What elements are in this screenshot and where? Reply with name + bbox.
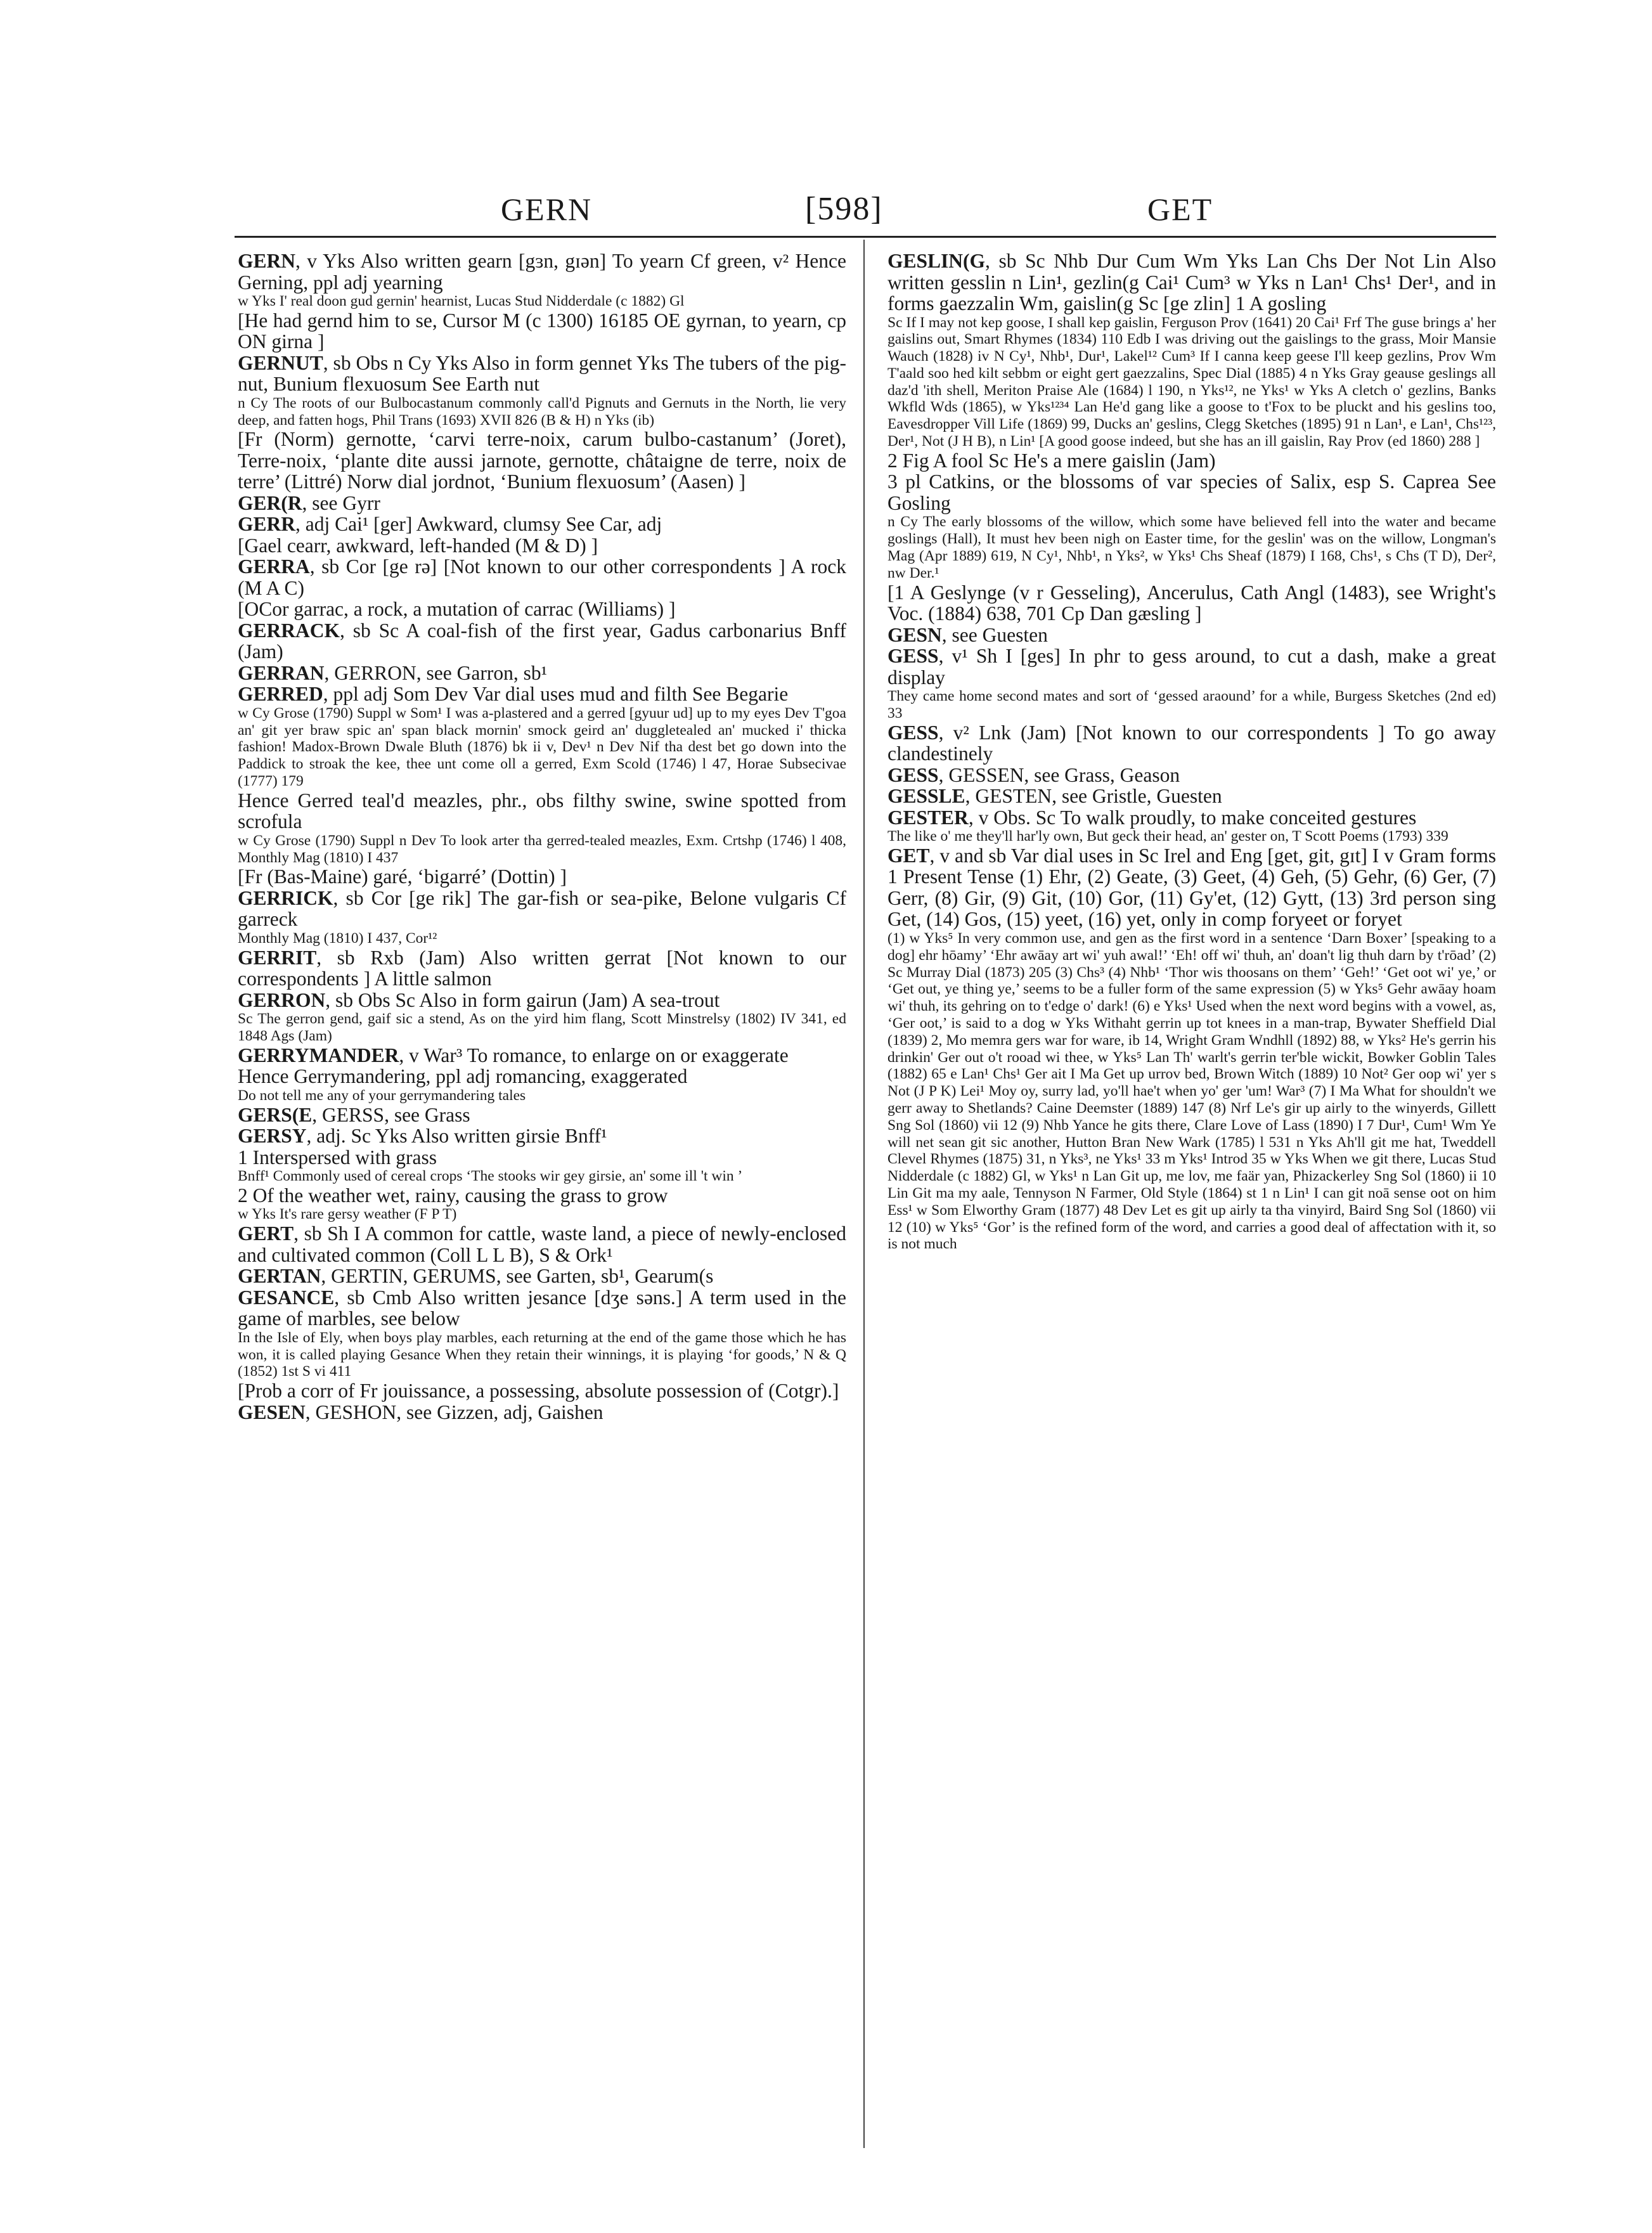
right-guide-word: GET: [1147, 191, 1213, 227]
entry-paragraph: GESN, see Guesten: [887, 623, 1048, 646]
headword: GESLIN(G: [887, 250, 986, 272]
entry-paragraph: GESS, v¹ Sh I [ges] In phr to gess around, to cut a dash, make a great display: [887, 645, 1496, 689]
citation-block: They came home second mates and sort of ‘gessed araound’ for a while, Burgess Sketches (2nd ed) 33: [887, 688, 1496, 722]
citation-block: Sc If I may not kep goose, I shall kep gaislin, Ferguson Prov (1641) 20 Cai¹ Frf The guse brings a' her gaislins out, Smart Rhymes (1834) 110 Edb I was driving out the gaislings to the grass, Moir Mansie Wauch (1828) iv N Cy¹, Nhb¹, Dur¹, Lakel¹² Cum³ If I canna keep geese I'll keep gezlins, Prov Wm T'aald soo hed kilt sebbm or eight gert gaezzalins, Spec Dial (1885) 4 n Yks Gray geause geslings all daz'd 'ith shell, Meriton Praise Ale (1684) l 190, n Yks¹², ne Yks¹ w Yks A cletch o' gezlins, Banks Wkfld Wds (1865), w Yks¹²³⁴ Lan He'd gang like a goose to t'Fox to be pluckt and his geslins too, Eavesdropper Vill Life (1869) 99, Ducks an' geslins, Clegg Sketches (1895) 91 n Lan¹, e Lan¹, Chs¹²³, Der¹, Not (J H B), n Lin¹ [A good goose indeed, but she has an ill gaislin, Ray Prov (ed 1860) 288 ]: [887, 314, 1496, 450]
entry-paragraph: GERRYMANDER, v War³ To romance, to enlarge on or exaggerate: [238, 1044, 789, 1066]
headword: GESEN: [238, 1401, 306, 1423]
entry-paragraph: GERRIT, sb Rxb (Jam) Also written gerrat [Not known to our correspondents ] A little salmon: [238, 946, 846, 990]
citation-block: w Yks I' real doon gud gernin' hearnist, Lucas Stud Nidderdale (c 1882) Gl: [238, 293, 685, 309]
headword: GERRA: [238, 555, 310, 578]
citation-block: w Cy Grose (1790) Suppl n Dev To look arter tha gerred-tealed meazles, Exm. Crtshp (1746) l 408, Monthly Mag (1810) I 437: [238, 832, 846, 866]
headword: GERS(E: [238, 1103, 313, 1126]
citation-block: The like o' me they'll har'ly own, But geck their head, an' gester on, T Scott Poems (1793) 339: [887, 828, 1449, 845]
entry-paragraph: GESS, GESSEN, see Grass, Geason: [887, 763, 1180, 786]
headword: GESS: [887, 645, 939, 668]
entry-paragraph: GESSLE, GESTEN, see Gristle, Guesten: [887, 785, 1222, 808]
entry-paragraph: GESS, v² Lnk (Jam) [Not known to our correspondents ] To go away clandestinely: [887, 721, 1496, 765]
entry-paragraph: [Prob a corr of Fr jouissance, a possessing, absolute possession of (Cotgr).]: [238, 1380, 839, 1402]
headword: GESSLE: [887, 785, 965, 808]
citation-block: w Yks It's rare gersy weather (F P T): [238, 1206, 457, 1223]
entry-paragraph: [1 A Geslynge (v r Gesseling), Ancerulus, Cath Angl (1483), see Wright's Voc. (1884) 638, 701 Cp Dan gæsling ]: [887, 581, 1496, 625]
citation-block: (1) w Yks⁵ In very common use, and gen as the first word in a sentence ‘Darn Boxer’ [speaking to a dog] ehr hōamy’ ‘Ehr awāay art wi' yuh awal!’ ‘Eh! off wi' thuh, an' doan't lig thuh darn by t'rōad’ (2) Sc Murray Dial (1873) 205 (3) Chs³ (4) Nhb¹ ‘Thor wis thoosans on them’ ‘Geh!’ ‘Get oot wi' ye,’ or ‘Get out, ye thing ye,’ seems to be a fuller form of the same expression (5) w Yks⁵ Gehr awāay hoam wi' thuh, its gehring on to t'edge o' dark! (6) e Yks¹ Used when the next word begins with a vowel, as, ‘Ger oot,’ is said to a dog w Yks Withaht gerrin up tot knees in a man-trap, Bywater Sheffield Dial (1839) 2, Mo memra gers war for ware, ib 14, Wright Gram Wndhll (1892) 88, w Yks² He's gerrin his drinkin' Ger out o't rooad wi thee, w Yks⁵ Lan Th' warlt's gerrin ter'ble wickit, Bowker Goblin Tales (1882) 65 e Lan¹ Chs¹ Ger ait I Ma Get up urrov bed, Brown Witch (1889) 10 Not² Ger oop wi' yer s Not (J P K) Lei¹ Moy oy, surry lad, yo'll hae't when yo' ger 'um! War³ (7) I Ma What for shouldn't we gerr away to Shetlands? Caine Deemster (1889) 147 (8) Nrf Le's gir up airly to the winyerds, Gillett Sng Sol (1860) vii 12 (9) Nhb Yance he gits there, Clare Love of Lass (1890) I 7 Dur¹, Cum¹ Wm Ye will net sean git sic another, Hutton Bran New Wark (1785) l 531 n Yks Ah'll git me hat, Tweddell Clevel Rhymes (1875) 31, n Yks³, ne Yks¹ 33 m Yks¹ Introd 35 w Yks When we git there, Lucas Stud Nidderdale (c 1882) Gl, w Yks¹ n Lan Git up, me lov, me faär yan, Phizackerley Sng Sol (1860) ii 10 Lin Git ma my aale, Tennyson N Farmer, Old Style (1864) st 1 n Lin¹ I can git noā sense oot on him Ess¹ w Som Elworthy Gram (1877) 48 Dev Let es git up airly ta tha vinyird, Baird Sng Sol (1860) vii 12 (10) w Yks⁵ ‘Gor’ is the refined form of the word, and carries a good deal of affectation with it, so is not much: [887, 929, 1496, 1253]
entry-paragraph: GER(R, see Gyrr: [238, 491, 380, 514]
entry-paragraph: [Gael cearr, awkward, left-handed (M & D) ]: [238, 534, 598, 557]
headword: GERRIT: [238, 946, 317, 969]
running-head: [235, 190, 1496, 241]
citation-block: Bnff¹ Commonly used of cereal crops ‘The stooks wir gey girsie, an' some ill 't win ’: [238, 1168, 743, 1185]
entry-paragraph: GERRACK, sb Sc A coal-fish of the first year, Gadus carbonarius Bnff (Jam): [238, 619, 846, 663]
headword: GESANCE: [238, 1286, 335, 1309]
headword: GET: [887, 844, 930, 867]
citation-block: w Cy Grose (1790) Suppl w Som¹ I was a-plastered and a gerred [gyuur ud] up to my eyes Dev T'goa an' git yer braw spic an' span black mornin' smock geird an' duggletealed an' mucked i' thicka fashion! Madox-Brown Dwale Bluth (1876) bk ii v, Dev¹ n Dev Nif tha dest bet go down into the Paddick to stroak the kee, thee unt come oll a gerred, Exm Scold (1746) l 47, Horae Subsecivae (1777) 179: [238, 704, 846, 790]
entry-paragraph: 3 pl Catkins, or the blossoms of var species of Salix, esp S. Caprea See Gosling: [887, 470, 1496, 514]
headword: GERT: [238, 1222, 294, 1245]
entry-paragraph: GERRON, sb Obs Sc Also in form gairun (Jam) A sea-trout: [238, 988, 720, 1011]
headword: GERRYMANDER: [238, 1044, 399, 1066]
entry-paragraph: GESTER, v Obs. Sc To walk proudly, to make conceited gestures: [887, 806, 1417, 829]
entry-paragraph: 2 Of the weather wet, rainy, causing the grass to grow: [238, 1184, 668, 1207]
headword: GERN: [238, 250, 296, 272]
entry-paragraph: 1 Interspersed with grass: [238, 1146, 437, 1168]
headword: GERTAN: [238, 1265, 321, 1288]
entry-paragraph: [OCor garrac, a rock, a mutation of carrac (Williams) ]: [238, 598, 676, 621]
headword: GERR: [238, 513, 296, 536]
citation-block: Do not tell me any of your gerrymandering tales: [238, 1087, 526, 1104]
left-guide-word: GERN: [501, 191, 593, 227]
entry-paragraph: GERR, adj Cai¹ [ger] Awkward, clumsy See Car, adj: [238, 513, 662, 536]
column-divider: [863, 240, 865, 2148]
headword: GERRED: [238, 683, 323, 706]
entry-paragraph: GERT, sb Sh I A common for cattle, waste land, a piece of newly-enclosed and cultivated common (Coll L L B), S & Ork¹: [238, 1222, 846, 1266]
headword: GERSY: [238, 1125, 307, 1148]
entry-paragraph: Hence Gerrymandering, ppl adj romancing, exaggerated: [238, 1065, 688, 1088]
entry-paragraph: GERTAN, GERTIN, GERUMS, see Garten, sb¹, Gearum(s: [238, 1265, 714, 1288]
citation-block: n Cy The roots of our Bulbocastanum commonly call'd Pignuts and Gernuts in the North, lie very deep, and fatten hogs, Phil Trans (1693) XVII 826 (B & H) n Yks (ib): [238, 394, 846, 429]
entry-paragraph: GET, v and sb Var dial uses in Sc Irel and Eng [get, git, gɪt] I v Gram forms 1 Present Tense (1) Ehr, (2) Geate, (3) Geet, (4) Geh, (5) Gehr, (6) Ger, (7) Gerr, (8) Gir, (9) Git, (10) Gor, (11) Gy'et, (12) Gytt, (13) 3rd person sing Get, (14) Gos, (15) yeet, (16) yet, only in comp foryeet or foryet: [887, 844, 1496, 931]
left-column: [238, 250, 846, 2152]
headword: GERRON: [238, 988, 326, 1011]
entry-paragraph: GERS(E, GERSS, see Grass: [238, 1103, 470, 1126]
page-number: [598]: [805, 191, 883, 227]
headword: GESS: [887, 763, 939, 786]
entry-paragraph: GERRA, sb Cor [ge rə] [Not known to our other correspondents ] A rock (M A C): [238, 555, 846, 599]
right-column: [887, 250, 1496, 2152]
headword: GERRACK: [238, 619, 340, 642]
entry-paragraph: GERRAN, GERRON, see Garron, sb¹: [238, 661, 548, 684]
headword: GERRAN: [238, 661, 325, 684]
entry-paragraph: GESLIN(G, sb Sc Nhb Dur Cum Wm Yks Lan Chs Der Not Lin Also written gesslin n Lin¹, gezlin(g Cai¹ Cum³ w Yks n Lan¹ Chs¹ Der¹, and in forms gaezzalin Wm, gaislin(g Sc [ge zlin] 1 A gosling: [887, 250, 1496, 314]
header-rule: [235, 236, 1496, 238]
entry-paragraph: GERRED, ppl adj Som Dev Var dial uses mud and filth See Begarie: [238, 683, 789, 706]
entry-paragraph: Hence Gerred teal'd meazles, phr., obs filthy swine, swine spotted from scrofula: [238, 789, 846, 833]
entry-paragraph: GERNUT, sb Obs n Cy Yks Also in form gennet Yks The tubers of the pig-nut, Bunium flexuosum See Earth nut: [238, 351, 846, 396]
headword: GERRICK: [238, 886, 333, 909]
citation-block: In the Isle of Ely, when boys play marbles, each returning at the end of the game those which he has won, it is called playing Gesance When they retain their winnings, it is playing ‘for goods,’ N & Q (1852) 1st S vi 411: [238, 1329, 846, 1380]
citation-block: Monthly Mag (1810) I 437, Cor¹²: [238, 929, 437, 947]
headword: GERNUT: [238, 351, 323, 374]
headword: GER(R: [238, 491, 302, 514]
entry-paragraph: GESANCE, sb Cmb Also written jesance [dʒe səns.] A term used in the game of marbles, see below: [238, 1286, 846, 1330]
citation-block: Sc The gerron gend, gaif sic a stend, As on the yird him flang, Scott Minstrelsy (1802) IV 341, ed 1848 Ags (Jam): [238, 1011, 846, 1045]
headword: GESN: [887, 623, 942, 646]
citation-block: n Cy The early blossoms of the willow, which some have believed fell into the water and became goslings (Hall), It must hev been nigh on Easter time, for the geslin' was on the willow, Longman's Mag (Apr 1889) 619, N Cy¹, Nhb¹, n Yks², w Yks¹ Chs Sheaf (1879) I 168, Chs¹, s Chs (T D), Der², nw Der.¹: [887, 514, 1496, 581]
entry-paragraph: GERSY, adj. Sc Yks Also written girsie Bnff¹: [238, 1125, 607, 1148]
entry-paragraph: [Fr (Bas-Maine) garé, ‘bigarré’ (Dottin) ]: [238, 865, 567, 888]
headword: GESS: [887, 721, 939, 744]
entry-paragraph: GERN, v Yks Also written gearn [gɜn, gɪən] To yearn Cf green, v² Hence Gerning, ppl adj yearning: [238, 250, 846, 294]
entry-paragraph: GERRICK, sb Cor [ge rik] The gar-fish or sea-pike, Belone vulgaris Cf garreck: [238, 886, 846, 931]
headword: GESTER: [887, 806, 969, 829]
entry-paragraph: [Fr (Norm) gernotte, ‘carvi terre-noix, carum bulbo-castanum’ (Joret), Terre-noix, ‘plante dite aussi jarnote, gernotte, châtaigne de terre, noix de terre’ (Littré) Norw dial jordnot, ‘Bunium flexuosum’ (Aasen) ]: [238, 428, 846, 493]
entry-paragraph: [He had gernd him to se, Cursor M (c 1300) 16185 OE gyrnan, to yearn, cp ON girna ]: [238, 309, 846, 353]
entry-paragraph: 2 Fig A fool Sc He's a mere gaislin (Jam): [887, 449, 1216, 472]
entry-paragraph: GESEN, GESHON, see Gizzen, adj, Gaishen: [238, 1401, 603, 1423]
